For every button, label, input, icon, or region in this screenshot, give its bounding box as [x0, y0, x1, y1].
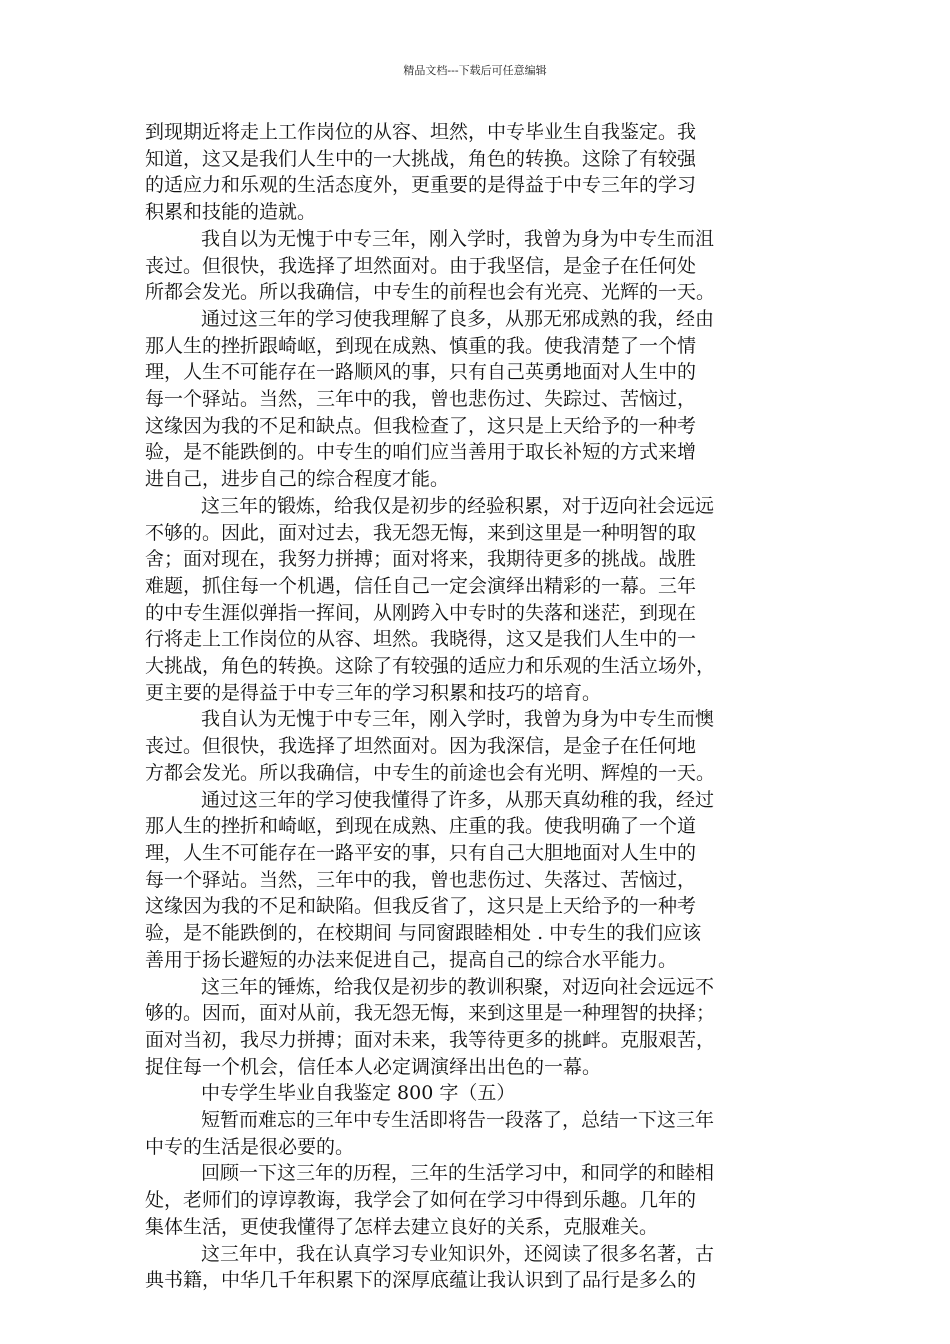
- text-line: 集体生活，更使我懂得了怎样去建立良好的关系，克服难关。: [145, 1215, 659, 1238]
- text-line: 大挑战，角色的转换。这除了有较强的适应力和乐观的生活立场外，: [145, 655, 716, 678]
- document-body: [145, 119, 820, 1294]
- text-line: 舍；面对现在，我努力拼搏；面对将来，我期待更多的挑战。战胜: [145, 548, 697, 571]
- text-line: 回顾一下这三年的历程，三年的生活学习中，和同学的和睦相: [201, 1162, 715, 1185]
- text-line: 这三年的锻炼，给我仅是初步的经验积累，对于迈向社会远远: [201, 494, 715, 517]
- text-line: 更主要的是得益于中专三年的学习积累和技巧的培育。: [145, 681, 602, 704]
- text-line: 我自认为无愧于中专三年，刚入学时，我曾为身为中专生而懊: [201, 708, 715, 731]
- text-line: 知道，这又是我们人生中的一大挑战，角色的转换。这除了有较强: [145, 147, 697, 170]
- paragraph: [145, 974, 820, 1081]
- text-line: 面对当初，我尽力拼搏；面对未来，我等待更多的挑衅。克服艰苦，: [145, 1028, 716, 1051]
- paragraph: [145, 493, 820, 707]
- text-line: 通过这三年的学习使我理解了良多，从那无邪成熟的我，经由: [201, 307, 715, 330]
- paragraph: [145, 1241, 820, 1294]
- text-line: 丧过。但很快，我选择了坦然面对。因为我深信，是金子在任何地: [145, 735, 697, 758]
- text-line: 方都会发光。所以我确信，中专生的前途也会有光明、辉煌的一天。: [145, 761, 716, 784]
- text-line: 处，老师们的谆谆教诲，我学会了如何在学习中得到乐趣。几年的: [145, 1189, 697, 1212]
- text-line: 这缘因为我的不足和缺陷。但我反省了，这只是上天给予的一种考: [145, 895, 697, 918]
- text-line: 到现期近将走上工作岗位的从容、坦然，中专毕业生自我鉴定。我: [145, 121, 697, 143]
- text-line: 短暂而难忘的三年中专生活即将告一段落了，总结一下这三年: [201, 1109, 715, 1132]
- text-line: 善用于扬长避短的办法来促进自己，提高自己的综合水平能力。: [145, 948, 678, 971]
- text-line: 进自己，进步自己的综合程度才能。: [145, 468, 450, 491]
- text-line: 这三年的锤炼，给我仅是初步的教训积聚，对迈向社会远远不: [201, 975, 715, 998]
- text-line: 积累和技能的造就。: [145, 201, 317, 224]
- text-line: 行将走上工作岗位的从容、坦然。我晓得，这又是我们人生中的一: [145, 628, 697, 651]
- paragraph: [145, 226, 820, 306]
- text-line: 验，是不能跌倒的，在校期间 与同窗跟睦相处 . 中专生的我们应该: [145, 922, 702, 945]
- text-line: 这三年中，我在认真学习专业知识外，还阅读了很多名著，古: [201, 1242, 715, 1265]
- paragraph: [145, 119, 820, 226]
- text-line: 捉住每一个机会，信任本人必定调演绎出出色的一幕。: [145, 1055, 602, 1078]
- text-line: 通过这三年的学习使我懂得了许多，从那天真幼稚的我，经过: [201, 788, 715, 811]
- text-line: 够的。因而，面对从前，我无怨无悔，来到这里是一种理智的抉择；: [145, 1002, 716, 1025]
- text-line: 理，人生不可能存在一路顺风的事，只有自己英勇地面对人生中的: [145, 361, 697, 384]
- text-line: 那人生的挫折和崎岖，到现在成熟、庄重的我。使我明确了一个道: [145, 815, 697, 838]
- text-line: 难题，抓住每一个机遇，信任自己一定会演绎出精彩的一幕。三年: [145, 574, 697, 597]
- text-line: 我自以为无愧于中专三年，刚入学时，我曾为身为中专生而沮: [201, 227, 715, 250]
- text-line: 所都会发光。所以我确信，中专生的前程也会有光亮、光辉的一天。: [145, 281, 716, 304]
- paragraph: [145, 1107, 820, 1160]
- page-header: 精品文档---下载后可任意编辑: [403, 64, 547, 77]
- paragraph: [145, 1160, 820, 1240]
- text-line: 不够的。因此，面对过去，我无怨无悔，来到这里是一种明智的取: [145, 521, 697, 544]
- text-line: 的适应力和乐观的生活态度外，更重要的是得益于中专三年的学习: [145, 174, 697, 197]
- paragraph: [145, 787, 820, 974]
- text-line: 验，是不能跌倒的。中专生的咱们应当善用于取长补短的方式来增: [145, 441, 697, 464]
- text-line: 典书籍，中华几千年积累下的深厚底蕴让我认识到了品行是多么的: [145, 1269, 697, 1292]
- text-line: 每一个驿站。当然，三年中的我，曾也悲伤过、失踪过、苦恼过，: [145, 388, 697, 411]
- text-line: 每一个驿站。当然，三年中的我，曾也悲伤过、失落过、苦恼过，: [145, 868, 697, 891]
- text-line: 的中专生涯似弹指一挥间，从刚跨入中专时的失落和迷茫，到现在: [145, 601, 697, 624]
- text-line: 这缘因为我的不足和缺点。但我检查了，这只是上天给予的一种考: [145, 414, 697, 437]
- paragraph: [145, 1080, 820, 1107]
- text-line: 中专的生活是很必要的。: [145, 1135, 355, 1158]
- paragraph: [145, 306, 820, 493]
- text-line: 丧过。但很快，我选择了坦然面对。由于我坚信，是金子在任何处: [145, 254, 697, 277]
- text-line: 中专学生毕业自我鉴定 800 字（五）: [201, 1082, 516, 1105]
- text-line: 理，人生不可能存在一路平安的事，只有自己大胆地面对人生中的: [145, 841, 697, 864]
- paragraph: [145, 706, 820, 786]
- text-line: 那人生的挫折跟崎岖，到现在成熟、慎重的我。使我清楚了一个情: [145, 334, 697, 357]
